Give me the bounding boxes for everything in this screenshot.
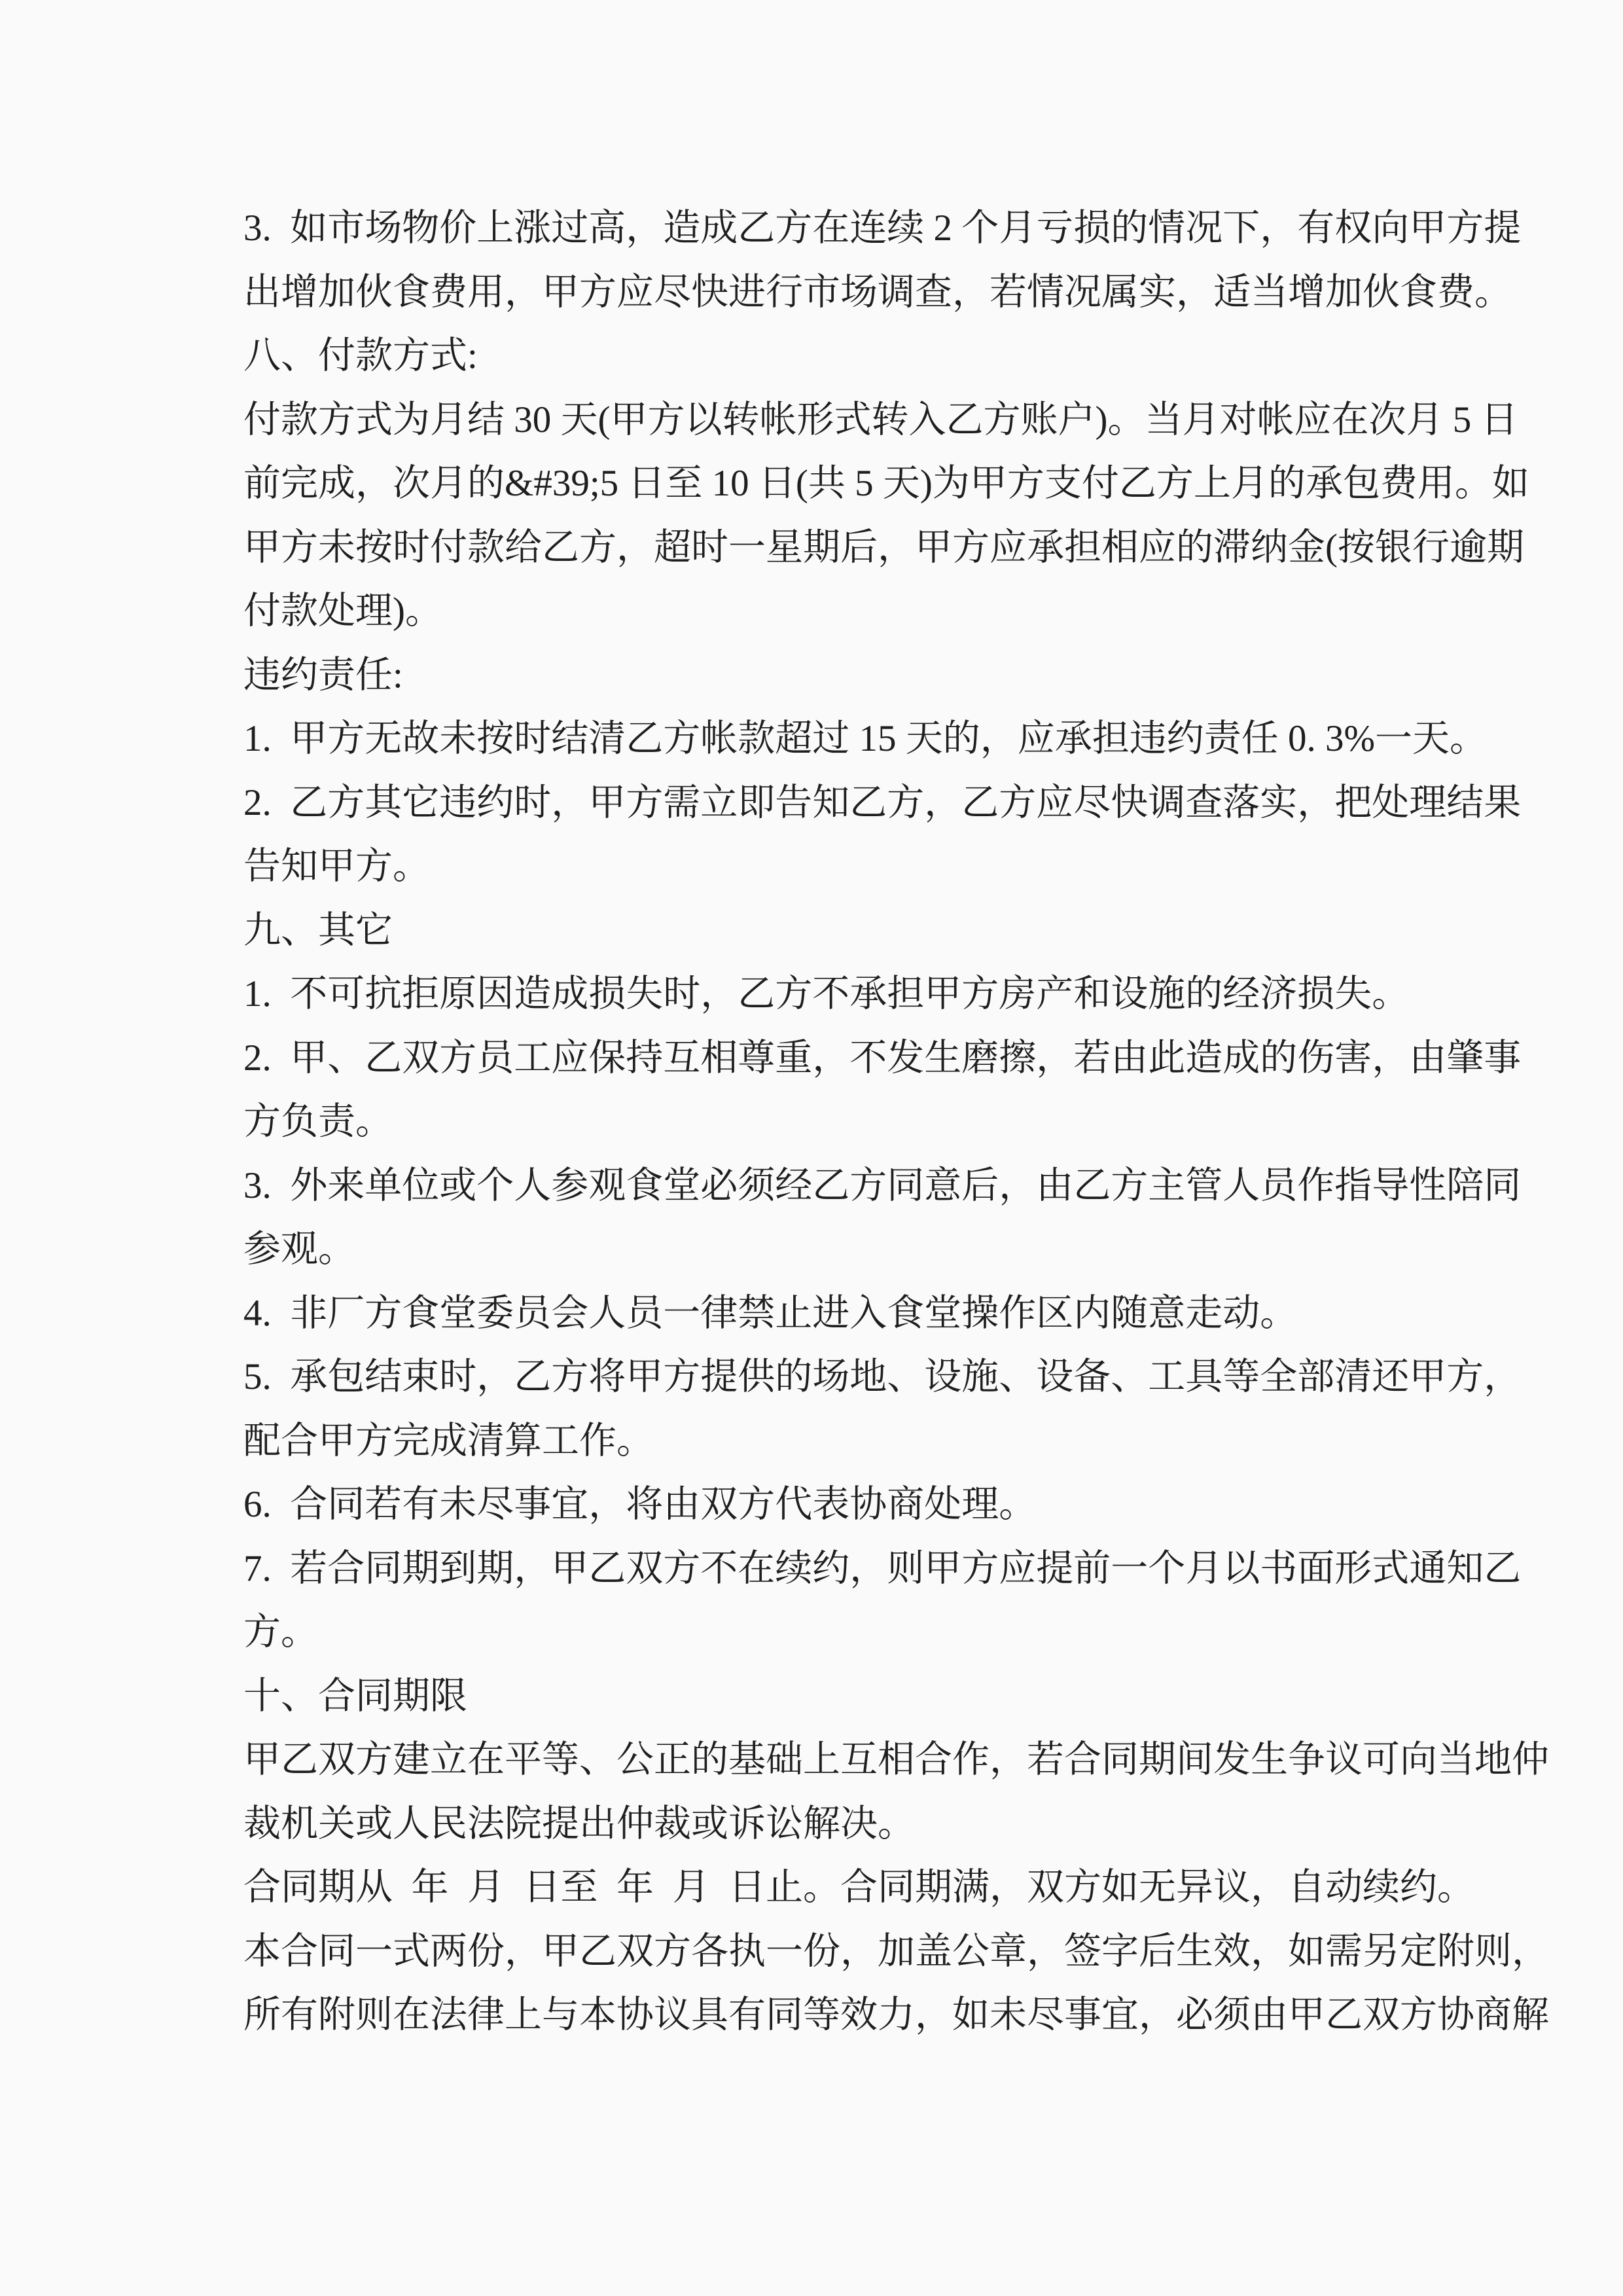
text-line: 甲方未按时付款给乙方，超时一星期后，甲方应承担相应的滞纳金(按银行逾期 xyxy=(243,526,1524,568)
text-line: 方。 xyxy=(243,1611,318,1653)
text-line: 付款方式为月结 30 天(甲方以转帐形式转入乙方账户)。当月对帐应在次月 5 日 xyxy=(243,399,1518,440)
text-line: 4. 非厂方食堂委员会人员一律禁止进入食堂操作区内随意走动。 xyxy=(243,1292,1298,1334)
text-line: 3. 如市场物价上涨过高，造成乙方在连续 2 个月亏损的情况下，有权向甲方提 xyxy=(243,207,1522,249)
section-heading-breach-liability: 违约责任: xyxy=(243,654,403,696)
text-line: 5. 承包结束时，乙方将甲方提供的场地、设施、设备、工具等全部清还甲方， xyxy=(243,1356,1522,1397)
text-line: 甲乙双方建立在平等、公正的基础上互相合作，若合同期间发生争议可向当地仲 xyxy=(243,1739,1549,1780)
section-heading-payment-method: 八、付款方式: xyxy=(243,335,478,376)
section-heading-contract-term: 十、合同期限 xyxy=(243,1675,467,1717)
text-line: 所有附则在法律上与本协议具有同等效力，如未尽事宜，必须由甲乙双方协商解 xyxy=(243,1994,1549,2036)
section-heading-others: 九、其它 xyxy=(243,909,393,951)
text-line: 告知甲方。 xyxy=(243,846,430,887)
text-line: 付款处理)。 xyxy=(243,590,442,632)
text-line: 裁机关或人民法院提出仲裁或诉讼解决。 xyxy=(243,1803,915,1844)
text-line: 1. 甲方无故未按时结清乙方帐款超过 15 天的，应承担违约责任 0. 3%一天。 xyxy=(243,718,1487,759)
text-line: 方负责。 xyxy=(243,1101,393,1142)
text-line: 合同期从 年 月 日至 年 月 日止。合同期满，双方如无异议，自动续约。 xyxy=(243,1867,1474,1908)
document-page xyxy=(243,196,1549,2047)
text-line: 配合甲方完成清算工作。 xyxy=(243,1420,654,1462)
text-line: 出增加伙食费用，甲方应尽快进行市场调查，若情况属实，适当增加伙食费。 xyxy=(243,271,1512,313)
text-line: 2. 乙方其它违约时，甲方需立即告知乙方，乙方应尽快调查落实，把处理结果 xyxy=(243,781,1522,823)
text-line: 7. 若合同期到期，甲乙双方不在续约，则甲方应提前一个月以书面形式通知乙 xyxy=(243,1547,1522,1589)
text-line: 本合同一式两份，甲乙双方各执一份，加盖公章，签字后生效，如需另定附则， xyxy=(243,1930,1549,1972)
text-line: 6. 合同若有未尽事宜，将由双方代表协商处理。 xyxy=(243,1484,1037,1525)
text-line: 2. 甲、乙双方员工应保持互相尊重，不发生磨擦，若由此造成的伤害，由肇事 xyxy=(243,1037,1522,1079)
text-line: 参观。 xyxy=(243,1229,355,1270)
text-line: 前完成，次月的&#39;5 日至 10 日(共 5 天)为甲方支付乙方上月的承包费用。如 xyxy=(243,463,1529,504)
text-line: 3. 外来单位或个人参观食堂必须经乙方同意后，由乙方主管人员作指导性陪同 xyxy=(243,1164,1522,1206)
text-line: 1. 不可抗拒原因造成损失时，乙方不承担甲方房产和设施的经济损失。 xyxy=(243,973,1410,1014)
